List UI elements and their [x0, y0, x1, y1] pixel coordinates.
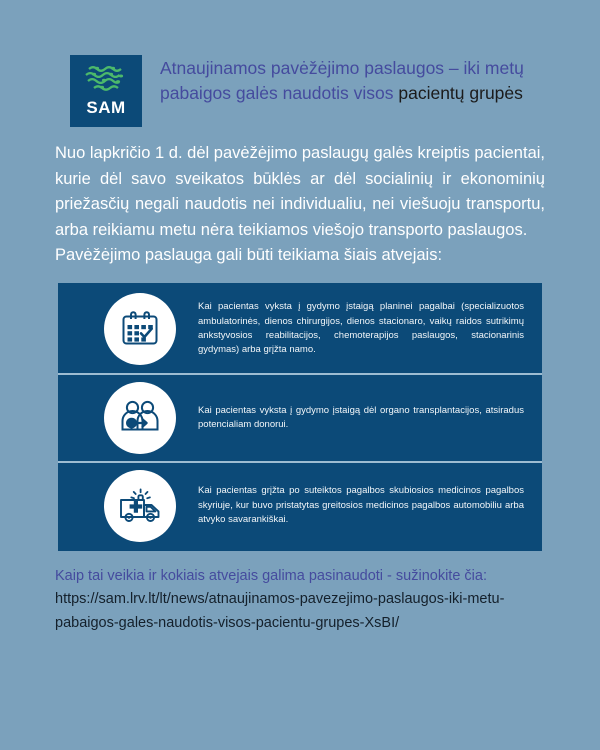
list-item — [58, 373, 542, 461]
list-item-text: Kai pacientas vyksta į gydymo įstaigą dėl organo transplantacijos, atsiradus potencialiam donorui. — [198, 404, 524, 430]
sam-logo[interactable] — [70, 55, 142, 127]
page-title-tail: pacientų grupės — [398, 82, 523, 103]
footer-url[interactable]: https://sam.lrv.lt/lt/news/atnaujinamos-pavezejimo-paslaugos-iki-metu-pabaigos-gales-naudotis-visos-pacientu-grupes-XsBI/ — [55, 591, 505, 631]
calendar-check-icon — [104, 293, 176, 365]
sam-mesh-logo — [83, 64, 129, 94]
list-item — [58, 285, 542, 373]
list-item-text: Kai pacientas grįžta po suteiktos pagalbos skubiosios medicinos pagalbos skyriuje, kur buvo pristatytas greitosios medicinos pagalbos automobiliu arba atvyko savarankiškai. — [198, 485, 524, 525]
list-item-text: Kai pacientas vyksta į gydymo įstaigą planinei pagalbai (specializuotos ambulatorinės, dienos chirurgijos, dienos stacionaro, vaikų raidos sutrikimų ankstyvosios reabilitacijos, chemoterapijos paslaugos, stacionarinis gydymas) arba grįžta namo. — [198, 301, 524, 356]
header — [0, 0, 600, 127]
cases-list — [58, 283, 542, 551]
intro-paragraph — [55, 141, 545, 269]
ambulance-icon — [104, 470, 176, 542]
intro-closing-line: Pavėžėjimo paslauga gali būti teikiama šiais atvejais: — [55, 246, 443, 265]
footer-link-text[interactable]: Kaip tai veikia ir kokiais atvejais galima pasinaudoti - sužinokite čia: — [55, 567, 487, 584]
sam-wordmark: SAM — [86, 98, 126, 117]
intro-body: Nuo lapkričio 1 d. dėl pavėžėjimo paslaugų galės kreiptis pacientai, kurie dėl savo sveikatos būklės ar dėl socialinių ir ekonominių priežasčių negali naudotis nei individualiu, nei viešuoju transportu, arba reikiamu metu nėra teikiamos viešojo transporto paslaugos. — [55, 144, 545, 239]
page-title-link[interactable]: Atnaujinamos pavėžėjimo paslaugos – iki metų pabaigos galės naudotis visos — [160, 58, 524, 103]
page-title — [160, 55, 545, 106]
list-item — [58, 461, 542, 549]
footer-link-block — [55, 565, 545, 635]
organ-transplant-icon — [104, 382, 176, 454]
